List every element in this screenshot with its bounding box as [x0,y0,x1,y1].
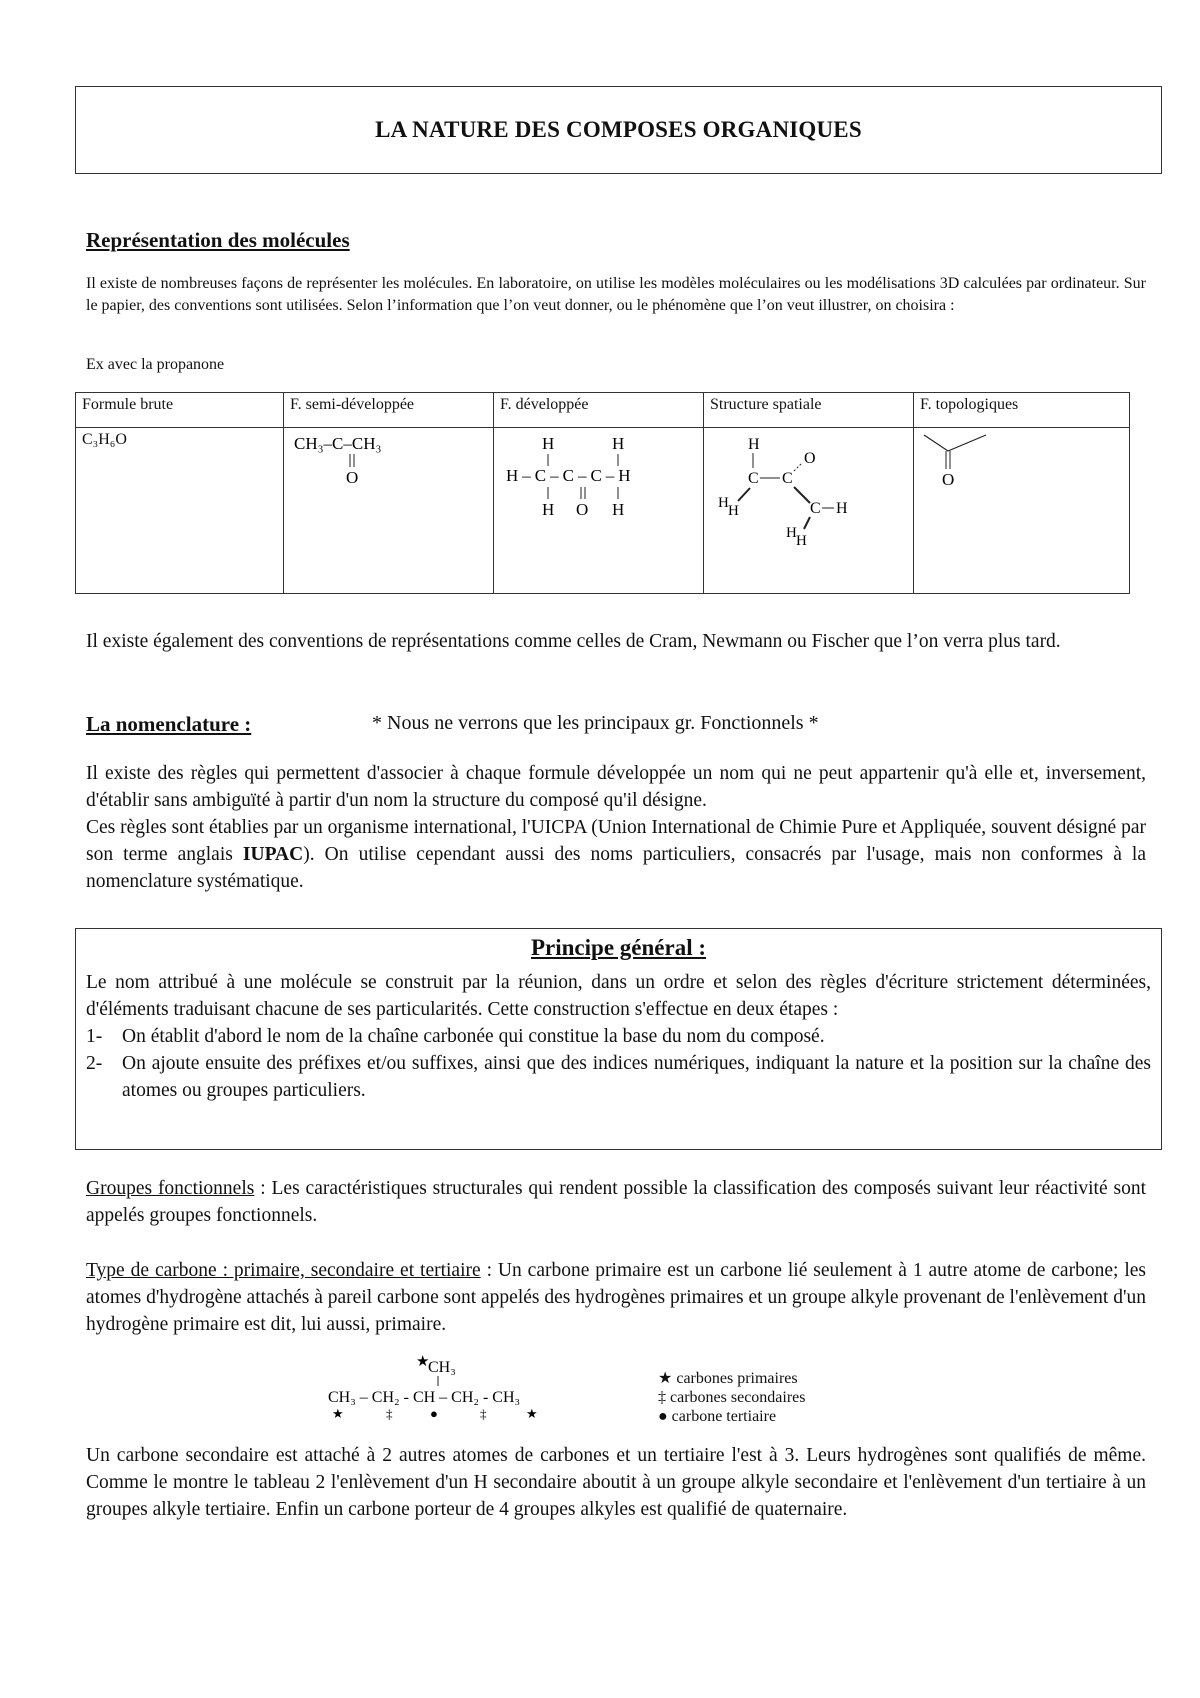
legend-secondary: ‡ carbones secondaires [658,1389,806,1406]
groupes-paragraph [86,1175,1146,1229]
mark-c2: ‡ [386,1406,393,1421]
brute-formula: C₃H₆O [82,431,127,448]
dev-h-top-1: H [542,434,555,453]
title-box [75,86,1162,174]
semi-formula-oxygen: O [346,468,359,487]
cell-topo [914,428,1130,594]
topo-oxygen: O [942,470,955,489]
chain-text: CH₃ – CH₂ - CH – CH₂ - CH₃ [328,1389,521,1406]
carbone-paragraph [86,1257,1146,1338]
cell-semi [284,428,494,594]
nomenclature-note: * Nous ne verrons que les principaux gr. Fonctionnels * [372,712,819,734]
carbone-paragraph-2: Un carbone secondaire est attaché à 2 autres atomes de carbones et un tertiaire l'est à 3. Leurs hydrogènes sont qualifiés de même. Comme le montre le tableau 2 l'enlèvement d'un H secondaire aboutit à un groupe alkyle secondaire et l'enlèvement d'un tertiaire à un groupes alkyle tertiaire. Enfin un carbone porteur de 4 groupes alkyles est qualifié de quaternaire. [86,1445,1146,1520]
mark-c5: ★ [526,1406,538,1421]
mark-c3: ● [430,1406,438,1421]
page-title: LA NATURE DES COMPOSES ORGANIQUES [375,117,862,142]
example-label: Ex avec la propanone [86,356,225,373]
carbon-chain-formula [320,1352,580,1422]
branch-mark: ★ [416,1354,430,1370]
sp-h-right: H [836,500,848,517]
table-header-spatial: Structure spatiale [704,393,914,428]
groupes-text: : Les caractéristiques structurales qui rendent possible la classification des composés suivant leur réactivité sont appelés groupes fonctionnels. [86,1178,1146,1226]
sp-o: O [804,450,816,467]
table-header-brute: Formule brute [76,393,284,428]
cell-brute [76,428,284,594]
dev-h-bottom-2: H [612,500,625,519]
iupac-bold: IUPAC [242,844,304,865]
principe-steps [86,1023,1151,1104]
nomenclature-text-a: Il existe des règles qui permettent d'associer à chaque formule développée un nom qui ne peut appartenir qu'à elle et, inversement, d'établir sans ambiguïté à partir d'un nom la structure du composé qu'il désigne. [86,763,1146,811]
cell-spatial [704,428,914,594]
carbone-label: Type de carbone : primaire, secondaire et tertiaire [86,1260,481,1281]
carbon-legend [658,1369,806,1426]
sp-h-bottom-2: H [796,533,807,549]
nomenclature-text-c: ). On utilise cependant aussi des noms particuliers, consacrés par l'usage, mais non conformes à la nomenclature systématique. [86,844,1146,892]
mark-c1: ★ [332,1406,344,1421]
principe-step [86,1050,1151,1104]
dev-h-bottom-1: H [542,500,555,519]
section-heading-nomenclature: La nomenclature : [86,712,252,736]
sp-h-left-1: H [718,495,729,511]
conventions-paragraph: Il existe également des conventions de représentations comme celles de Cram, Newmann ou Fischer que l’on verra plus tard. [86,631,1061,652]
semi-formula-line: CH₃–C–CH₃ [294,434,382,453]
legend-tertiary: ● carbone tertiaire [658,1408,777,1425]
principe-box [75,928,1162,1150]
dev-o-bottom: O [576,500,589,519]
cell-dev [494,428,704,594]
table-header-dev: F. développée [494,393,704,428]
formula-table [75,392,1130,594]
principe-title: Principe général : [530,935,706,960]
step-number: 1- [86,1026,103,1047]
table-header-topo: F. topologiques [914,393,1130,428]
carbone-text: : Un carbone primaire est un carbone lié seulement à 1 autre atome de carbone; les atomes d'hydrogène attachés à pareil carbone sont appelés des hydrogènes primaires et un groupe alkyle provenant de l'enlèvement d'un hydrogène primaire est dit, lui aussi, primaire. [86,1260,1146,1335]
sp-c1: C [748,470,759,487]
principe-step [86,1023,1151,1050]
developed-formula [500,431,690,531]
nomenclature-paragraph [86,760,1146,895]
spatial-structure [710,431,900,551]
step-text: On ajoute ensuite des préfixes et/ou suffixes, ainsi que des indices numériques, indiquant la nature et la position sur la chaîne des atomes ou groupes particuliers. [122,1053,1151,1101]
legend-primary: ★ carbones primaires [658,1370,798,1387]
sp-h-left-2: H [728,503,739,519]
step-number: 2- [86,1053,103,1074]
dev-main-line: H–C–C–C–H [506,466,635,485]
table-header-semi: F. semi-développée [284,393,494,428]
mark-c4: ‡ [480,1406,487,1421]
representation-intro: Il existe de nombreuses façons de représenter les molécules. En laboratoire, on utilise les modèles moléculaires ou les modélisations 3D calculées par ordinateur. Sur le papier, des conventions sont utilisées. Selon l’information que l’on veut donner, ou le phénomène que l’on veut illustrer, on choisira : [86,275,1146,314]
nomenclature-text-b: Ces règles sont établies par un organisme international, l'UICPA (Union International de Chimie Pure et Appliquée, souvent désigné par son terme anglais [86,817,1146,865]
step-text: On établit d'abord le nom de la chaîne carbonée qui constitue la base du nom du composé. [122,1026,825,1047]
branch-ch3: CH₃ [428,1359,456,1376]
topological-formula [920,431,1110,501]
semi-developed-formula [290,431,470,491]
sp-h-bottom-1: H [786,525,797,541]
sp-c3: C [810,500,821,517]
principe-text: Le nom attribué à une molécule se construit par la réunion, dans un ordre et selon des règles d'écriture strictement déterminées, d'éléments traduisant chacune de ses particularités. Cette construction s'effectue en deux étapes : [86,972,1151,1020]
sp-c2: C [782,470,793,487]
section-heading-representation: Représentation des molécules [86,228,350,252]
dev-h-top-2: H [612,434,625,453]
sp-h-top: H [748,436,760,453]
groupes-label: Groupes fonctionnels [86,1178,255,1199]
